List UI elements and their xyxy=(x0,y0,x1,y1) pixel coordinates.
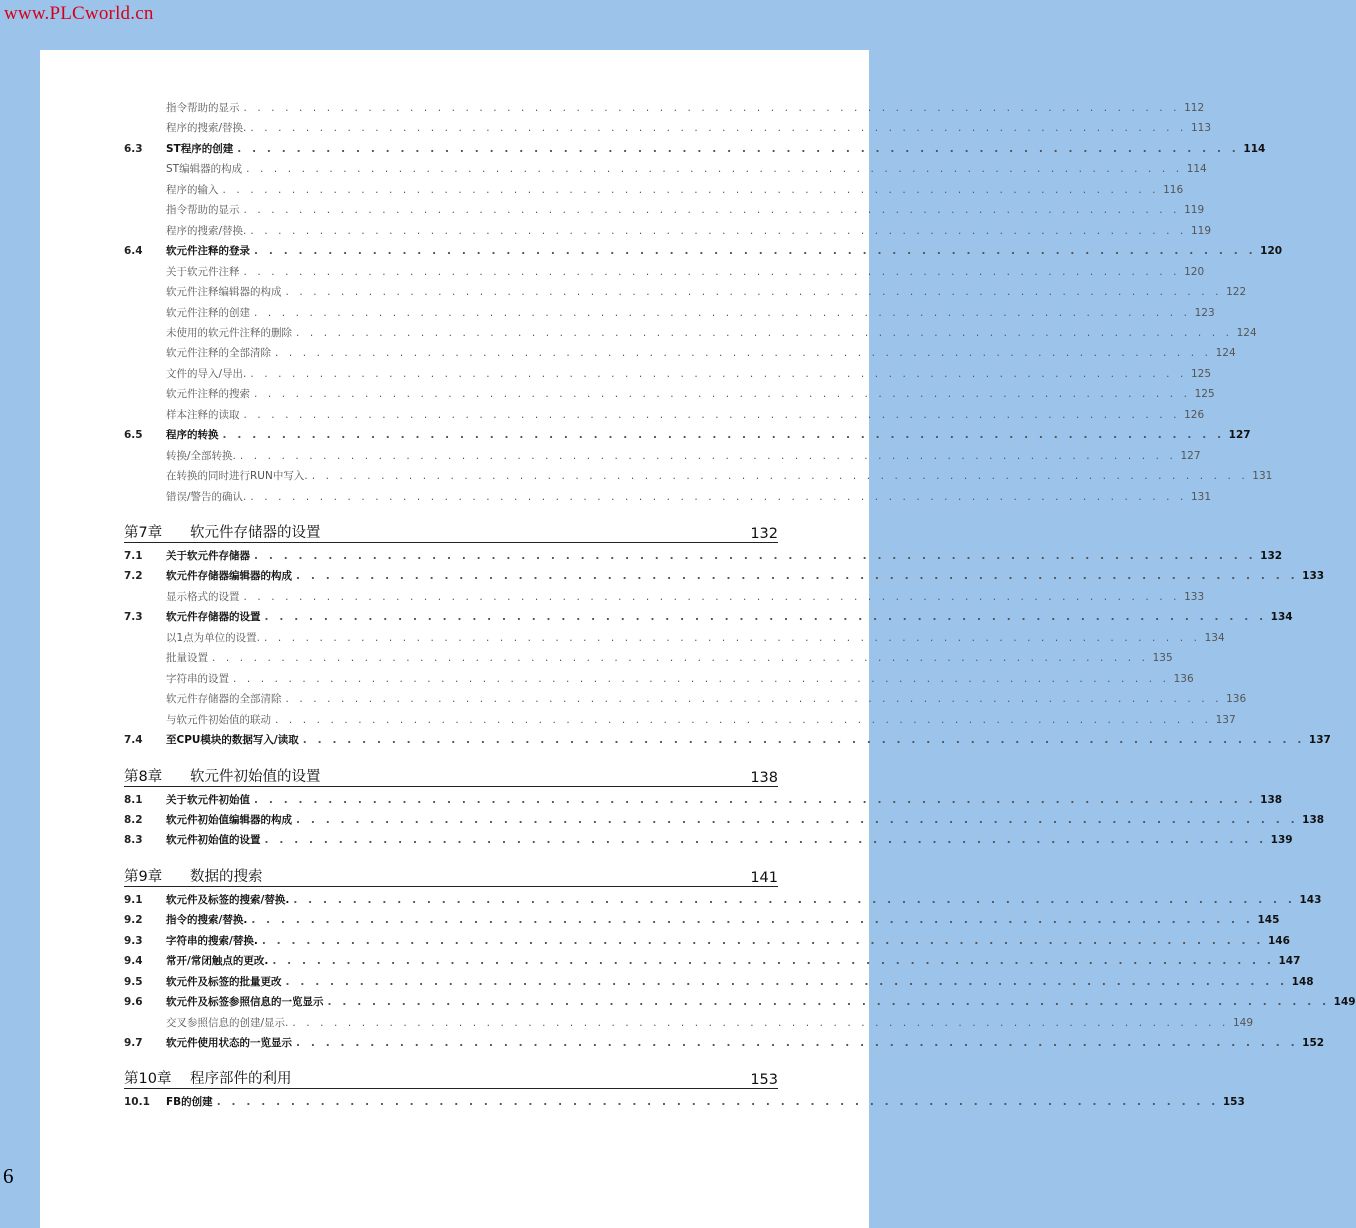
entry-page: 124 xyxy=(1215,347,1236,360)
entry-page: 137 xyxy=(1215,713,1236,726)
leader-dots: . . . . . . . . . . . . . . . . . . . . . . . . . . . . . . . . . . . . . . . . . . . . . . . . . . . . . . . . . . . . . . . . . . . . xyxy=(285,975,1288,988)
entry-number: 9.6 xyxy=(124,996,143,1009)
toc-section-entry[interactable] xyxy=(124,1092,1245,1112)
entry-page: 131 xyxy=(1190,490,1212,503)
leader-dots: . . . . . . . . . . . . . . . . . . . . . . . . . . . . . . . . . . . . . . . . . . . . . . . . . . . . . . . . . . . . . . . . . . . . xyxy=(239,449,1177,462)
leader-dots: . . . . . . . . . . . . . . . . . . . . . . . . . . . . . . . . . . . . . . . . . . . . . . . . . . . . . . . . . . . . . . . . . . . . xyxy=(327,996,1330,1009)
entry-page: 137 xyxy=(1308,734,1331,747)
toc-section-entry[interactable] xyxy=(124,546,1283,566)
leader-dots: . . . . . . . . . . . . . . . . . . . . . . . . . . . . . . . . . . . . . . . . . . . . . . . . . . . . . . . . . . . . . . . . . . . . xyxy=(285,286,1223,299)
entry-label: 与软元件初始值的联动 xyxy=(166,713,271,726)
entry-label: 在转换的同时进行RUN中写入. xyxy=(166,470,308,483)
entry-page: 147 xyxy=(1278,955,1301,968)
entry-page: 131 xyxy=(1252,470,1273,483)
toc-section-entry[interactable] xyxy=(124,931,1290,951)
entry-page: 135 xyxy=(1152,652,1173,665)
leader-dots: . . . . . . . . . . . . . . . . . . . . . . . . . . . . . . . . . . . . . . . . . . . . . . . . . . . . . . . . . . . . . . . . . . . . xyxy=(212,652,1149,665)
entry-page: 138 xyxy=(1260,793,1283,806)
entry-label: 至CPU模块的数据写入/读取 xyxy=(166,734,299,747)
entry-page: 127 xyxy=(1180,449,1201,462)
leader-dots: . . . . . . . . . . . . . . . . . . . . . . . . . . . . . . . . . . . . . . . . . . . . . . . . . . . . . . . . . . . . . . . . . . . . xyxy=(311,470,1249,483)
leader-dots: . . . . . . . . . . . . . . . . . . . . . . . . . . . . . . . . . . . . . . . . . . . . . . . . . . . . . . . . . . . . . . . . . . . . xyxy=(296,813,1299,826)
entry-page: 123 xyxy=(1194,306,1215,319)
leader-dots: . . . . . . . . . . . . . . . . . . . . . . . . . . . . . . . . . . . . . . . . . . . . . . . . . . . . . . . . . . . . . . . . . . . . xyxy=(293,893,1296,906)
entry-page: 136 xyxy=(1173,672,1194,685)
entry-label: 软元件注释的全部清除 xyxy=(166,347,271,360)
toc-section-entry[interactable] xyxy=(124,972,1314,992)
toc-section-entry[interactable] xyxy=(124,992,1356,1012)
toc-section-entry[interactable] xyxy=(124,830,1293,850)
entry-page: 119 xyxy=(1190,224,1212,237)
toc-section-entry[interactable] xyxy=(124,730,1331,750)
toc-subsection-entry[interactable] xyxy=(124,628,1225,648)
leader-dots: . . . . . . . . . . . . . . . . . . . . . . . . . . . . . . . . . . . . . . . . . . . . . . . . . . . . . . . . . . . . . . . . . . . . xyxy=(243,265,1181,278)
entry-number: 7.4 xyxy=(124,734,143,747)
entry-label: 常开/常闭触点的更改. xyxy=(166,955,269,968)
toc-section-entry[interactable] xyxy=(124,1033,1325,1053)
entry-label: 软元件初始值的设置 xyxy=(166,834,261,847)
entry-label: 未使用的软元件注释的删除 xyxy=(166,326,292,339)
toc-section-entry[interactable] xyxy=(124,790,1283,810)
entry-number: 9.3 xyxy=(124,934,143,947)
entry-page: 132 xyxy=(1260,550,1283,562)
entry-page: 116 xyxy=(1163,183,1184,196)
toc-section-entry[interactable] xyxy=(124,951,1301,971)
entry-label: 软元件存储器编辑器的构成 xyxy=(166,570,292,583)
toc-subsection-entry[interactable] xyxy=(124,282,1247,302)
entry-label: 程序的搜索/替换. xyxy=(166,122,247,135)
toc-subsection-entry[interactable] xyxy=(124,446,1201,466)
entry-number: 7.2 xyxy=(124,570,143,583)
toc-subsection-entry[interactable] xyxy=(124,98,1205,118)
entry-page: 113 xyxy=(1190,122,1212,135)
entry-page: 146 xyxy=(1267,934,1290,947)
leader-dots: . . . . . . . . . . . . . . . . . . . . . . . . . . . . . . . . . . . . . . . . . . . . . . . . . . . . . . . . . . . . . . . . . . . . xyxy=(250,224,1187,237)
leader-dots: . . . . . . . . . . . . . . . . . . . . . . . . . . . . . . . . . . . . . . . . . . . . . . . . . . . . . . . . . . . . . . . . . . . . xyxy=(302,734,1305,747)
leader-dots: . . . . . . . . . . . . . . . . . . . . . . . . . . . . . . . . . . . . . . . . . . . . . . . . . . . . . . . . . . . . . . . . . . . . xyxy=(296,570,1299,583)
entry-number: 9.4 xyxy=(124,955,143,968)
entry-label: ST编辑器的构成 xyxy=(166,163,243,176)
entry-page: 152 xyxy=(1302,1037,1325,1049)
entry-page: 145 xyxy=(1257,914,1280,927)
toc-section-entry[interactable] xyxy=(124,241,1283,261)
toc-section-entry[interactable] xyxy=(124,566,1325,586)
entry-label: 关于软元件注释 xyxy=(166,265,240,278)
entry-label: 程序的转换 xyxy=(166,429,219,442)
entry-page: 143 xyxy=(1299,893,1322,906)
toc-subsection-entry[interactable] xyxy=(124,262,1205,282)
entry-number: 8.3 xyxy=(124,834,143,847)
entry-page: 120 xyxy=(1184,265,1205,278)
toc-subsection-entry[interactable] xyxy=(124,221,1212,241)
leader-dots: . . . . . . . . . . . . . . . . . . . . . . . . . . . . . . . . . . . . . . . . . . . . . . . . . . . . . . . . . . . . . . . . . . . . xyxy=(254,306,1191,319)
entry-label: 软元件使用状态的一览显示 xyxy=(166,1037,292,1049)
entry-label: 文件的导入/导出. xyxy=(166,367,247,380)
chapter-number: 第9章 xyxy=(124,868,163,885)
chapter-page: 138 xyxy=(750,769,778,786)
chapter-page: 141 xyxy=(750,869,778,886)
entry-number: 7.3 xyxy=(124,611,143,624)
entry-page: 139 xyxy=(1270,834,1293,847)
entry-number: 8.1 xyxy=(124,793,143,806)
toc-section-entry[interactable] xyxy=(124,425,1251,445)
entry-page: 153 xyxy=(1222,1096,1245,1109)
leader-dots: . . . . . . . . . . . . . . . . . . . . . . . . . . . . . . . . . . . . . . . . . . . . . . . . . . . . . . . . . . . . . . . . . . . . xyxy=(233,672,1170,685)
entry-label: 软元件注释的创建 xyxy=(166,306,250,319)
leader-dots: . . . . . . . . . . . . . . . . . . . . . . . . . . . . . . . . . . . . . . . . . . . . . . . . . . . . . . . . . . . . . . . . . . . . xyxy=(292,1016,1229,1029)
entry-label: ST程序的创建 xyxy=(166,142,234,155)
entry-page: 133 xyxy=(1302,570,1325,583)
entry-label: 软元件注释编辑器的构成 xyxy=(166,286,282,299)
toc-subsection-entry[interactable] xyxy=(124,180,1184,200)
entry-number: 9.5 xyxy=(124,975,143,988)
leader-dots: . . . . . . . . . . . . . . . . . . . . . . . . . . . . . . . . . . . . . . . . . . . . . . . . . . . . . . . . . . . . . . . . . . . . xyxy=(264,631,1201,644)
chapter-title: 软元件初始值的设置 xyxy=(190,768,321,785)
chapter-number: 第10章 xyxy=(124,1071,172,1088)
toc-subsection-entry[interactable] xyxy=(124,118,1212,138)
leader-dots: . . . . . . . . . . . . . . . . . . . . . . . . . . . . . . . . . . . . . . . . . . . . . . . . . . . . . . . . . . . . . . . . . . . . xyxy=(243,102,1181,114)
leader-dots: . . . . . . . . . . . . . . . . . . . . . . . . . . . . . . . . . . . . . . . . . . . . . . . . . . . . . . . . . . . . . . . . . . . . xyxy=(296,1037,1299,1049)
entry-page: 122 xyxy=(1226,286,1247,299)
toc-section-entry[interactable] xyxy=(124,810,1325,830)
toc-section-entry[interactable] xyxy=(124,910,1280,930)
entry-page: 134 xyxy=(1270,611,1293,624)
entry-page: 148 xyxy=(1291,975,1314,988)
entry-label: 批量设置 xyxy=(166,652,208,665)
entry-label: 错误/警告的确认. xyxy=(166,490,247,503)
entry-number: 6.3 xyxy=(124,142,143,155)
entry-label: 字符串的设置 xyxy=(166,672,229,685)
entry-label: 以1点为单位的设置. xyxy=(166,631,261,644)
toc-subsection-entry[interactable] xyxy=(124,487,1212,507)
entry-page: 124 xyxy=(1236,326,1257,339)
entry-label: 指令帮助的显示 xyxy=(166,102,240,114)
entry-number: 9.1 xyxy=(124,893,143,906)
toc-subsection-entry[interactable] xyxy=(124,200,1205,220)
entry-number: 6.5 xyxy=(124,429,143,442)
toc-section-entry[interactable] xyxy=(124,139,1266,159)
entry-number: 8.2 xyxy=(124,813,143,826)
toc-subsection-entry[interactable] xyxy=(124,1013,1254,1033)
chapter-title: 数据的搜索 xyxy=(190,868,263,885)
entry-page: 120 xyxy=(1260,245,1283,258)
entry-page: 126 xyxy=(1184,408,1205,421)
watermark-text: www.PLCworld.cn xyxy=(4,3,154,24)
chapter-number: 第7章 xyxy=(124,525,163,541)
leader-dots: . . . . . . . . . . . . . . . . . . . . . . . . . . . . . . . . . . . . . . . . . . . . . . . . . . . . . . . . . . . . . . . . . . . . xyxy=(272,955,1275,968)
leader-dots: . . . . . . . . . . . . . . . . . . . . . . . . . . . . . . . . . . . . . . . . . . . . . . . . . . . . . . . . . . . . . . . . . . . . xyxy=(254,245,1257,258)
toc-subsection-entry[interactable] xyxy=(124,384,1215,404)
leader-dots: . . . . . . . . . . . . . . . . . . . . . . . . . . . . . . . . . . . . . . . . . . . . . . . . . . . . . . . . . . . . . . . . . . . . xyxy=(250,490,1187,503)
page-number: 6 xyxy=(3,1164,14,1188)
entry-number: 9.2 xyxy=(124,914,143,927)
entry-page: 125 xyxy=(1190,367,1212,380)
leader-dots: . . . . . . . . . . . . . . . . . . . . . . . . . . . . . . . . . . . . . . . . . . . . . . . . . . . . . . . . . . . . . . . . . . . . xyxy=(250,367,1187,380)
leader-dots: . . . . . . . . . . . . . . . . . . . . . . . . . . . . . . . . . . . . . . . . . . . . . . . . . . . . . . . . . . . . . . . . . . . . xyxy=(243,204,1181,217)
leader-dots: . . . . . . . . . . . . . . . . . . . . . . . . . . . . . . . . . . . . . . . . . . . . . . . . . . . . . . . . . . . . . . . . . . . . xyxy=(254,388,1191,401)
entry-page: 119 xyxy=(1184,204,1205,217)
entry-label: 软元件及标签的搜索/替换. xyxy=(166,893,290,906)
leader-dots: . . . . . . . . . . . . . . . . . . . . . . . . . . . . . . . . . . . . . . . . . . . . . . . . . . . . . . . . . . . . . . . . . . . . xyxy=(285,693,1223,706)
toc-subsection-entry[interactable] xyxy=(124,405,1205,425)
entry-label: 软元件初始值编辑器的构成 xyxy=(166,813,292,826)
entry-label: 软元件注释的登录 xyxy=(166,245,250,258)
toc-subsection-entry[interactable] xyxy=(124,364,1212,384)
leader-dots: . . . . . . . . . . . . . . . . . . . . . . . . . . . . . . . . . . . . . . . . . . . . . . . . . . . . . . . . . . . . . . . . . . . . xyxy=(251,914,1254,927)
chapter-page: 132 xyxy=(750,526,778,542)
leader-dots: . . . . . . . . . . . . . . . . . . . . . . . . . . . . . . . . . . . . . . . . . . . . . . . . . . . . . . . . . . . . . . . . . . . . xyxy=(246,163,1183,176)
entry-page: 133 xyxy=(1184,590,1205,603)
toc-chapter-heading[interactable] xyxy=(124,1066,778,1089)
toc-chapter-heading[interactable] xyxy=(124,520,778,543)
toc-chapter-heading[interactable] xyxy=(124,764,778,787)
entry-number: 6.4 xyxy=(124,245,143,258)
toc-subsection-entry[interactable] xyxy=(124,669,1194,689)
entry-label: 程序的搜索/替换. xyxy=(166,224,247,237)
entry-number: 7.1 xyxy=(124,550,143,562)
leader-dots: . . . . . . . . . . . . . . . . . . . . . . . . . . . . . . . . . . . . . . . . . . . . . . . . . . . . . . . . . . . . . . . . . . . . xyxy=(264,834,1267,847)
leader-dots: . . . . . . . . . . . . . . . . . . . . . . . . . . . . . . . . . . . . . . . . . . . . . . . . . . . . . . . . . . . . . . . . . . . . xyxy=(243,408,1181,421)
entry-label: 关于软元件存储器 xyxy=(166,550,250,562)
entry-page: 127 xyxy=(1228,429,1251,442)
entry-label: 软元件存储器的全部清除 xyxy=(166,693,282,706)
leader-dots: . . . . . . . . . . . . . . . . . . . . . . . . . . . . . . . . . . . . . . . . . . . . . . . . . . . . . . . . . . . . . . . . . . . . xyxy=(216,1096,1219,1109)
entry-page: 138 xyxy=(1302,813,1325,826)
leader-dots: . . . . . . . . . . . . . . . . . . . . . . . . . . . . . . . . . . . . . . . . . . . . . . . . . . . . . . . . . . . . . . . . . . . . xyxy=(264,611,1267,624)
entry-label: 软元件存储器的设置 xyxy=(166,611,261,624)
entry-label: 显示格式的设置 xyxy=(166,590,240,603)
leader-dots: . . . . . . . . . . . . . . . . . . . . . . . . . . . . . . . . . . . . . . . . . . . . . . . . . . . . . . . . . . . . . . . . . . . . xyxy=(237,142,1240,155)
toc-subsection-entry[interactable] xyxy=(124,159,1207,179)
toc-subsection-entry[interactable] xyxy=(124,303,1215,323)
entry-label: 程序的输入 xyxy=(166,183,219,196)
entry-label: 指令帮助的显示 xyxy=(166,204,240,217)
leader-dots: . . . . . . . . . . . . . . . . . . . . . . . . . . . . . . . . . . . . . . . . . . . . . . . . . . . . . . . . . . . . . . . . . . . . xyxy=(250,122,1187,135)
leader-dots: . . . . . . . . . . . . . . . . . . . . . . . . . . . . . . . . . . . . . . . . . . . . . . . . . . . . . . . . . . . . . . . . . . . . xyxy=(275,713,1212,726)
entry-page: 114 xyxy=(1243,142,1266,155)
entry-label: 交叉参照信息的创建/显示. xyxy=(166,1016,289,1029)
toc-section-entry[interactable] xyxy=(124,890,1322,910)
leader-dots: . . . . . . . . . . . . . . . . . . . . . . . . . . . . . . . . . . . . . . . . . . . . . . . . . . . . . . . . . . . . . . . . . . . . xyxy=(222,429,1225,442)
toc-section-entry[interactable] xyxy=(124,607,1293,627)
entry-number: 9.7 xyxy=(124,1037,143,1049)
chapter-title: 软元件存储器的设置 xyxy=(190,525,321,541)
toc-subsection-entry[interactable] xyxy=(124,710,1236,730)
chapter-title: 程序部件的利用 xyxy=(190,1071,292,1088)
entry-page: 134 xyxy=(1204,631,1225,644)
entry-label: 软元件注释的搜索 xyxy=(166,388,250,401)
toc-subsection-entry[interactable] xyxy=(124,648,1173,668)
chapter-number: 第8章 xyxy=(124,768,163,785)
entry-label: 软元件及标签参照信息的一览显示 xyxy=(166,996,324,1009)
entry-label: FB的创建 xyxy=(166,1096,213,1109)
entry-page: 114 xyxy=(1186,163,1207,176)
entry-page: 112 xyxy=(1184,102,1205,114)
toc-chapter-heading[interactable] xyxy=(124,864,778,887)
leader-dots: . . . . . . . . . . . . . . . . . . . . . . . . . . . . . . . . . . . . . . . . . . . . . . . . . . . . . . . . . . . . . . . . . . . . xyxy=(296,326,1233,339)
entry-page: 149 xyxy=(1232,1016,1254,1029)
leader-dots: . . . . . . . . . . . . . . . . . . . . . . . . . . . . . . . . . . . . . . . . . . . . . . . . . . . . . . . . . . . . . . . . . . . . xyxy=(261,934,1264,947)
chapter-page: 153 xyxy=(750,1072,778,1089)
toc-subsection-entry[interactable] xyxy=(124,689,1247,709)
entry-number: 10.1 xyxy=(124,1096,150,1109)
toc-subsection-entry[interactable] xyxy=(124,587,1205,607)
entry-label: 关于软元件初始值 xyxy=(166,793,250,806)
leader-dots: . . . . . . . . . . . . . . . . . . . . . . . . . . . . . . . . . . . . . . . . . . . . . . . . . . . . . . . . . . . . . . . . . . . . xyxy=(254,793,1257,806)
leader-dots: . . . . . . . . . . . . . . . . . . . . . . . . . . . . . . . . . . . . . . . . . . . . . . . . . . . . . . . . . . . . . . . . . . . . xyxy=(243,590,1181,603)
toc-subsection-entry[interactable] xyxy=(124,343,1236,363)
toc-subsection-entry[interactable] xyxy=(124,466,1273,486)
entry-label: 指令的搜索/替换. xyxy=(166,914,248,927)
entry-label: 字符串的搜索/替换. xyxy=(166,934,258,947)
entry-label: 软元件及标签的批量更改 xyxy=(166,975,282,988)
entry-page: 125 xyxy=(1194,388,1215,401)
entry-page: 136 xyxy=(1226,693,1247,706)
leader-dots: . . . . . . . . . . . . . . . . . . . . . . . . . . . . . . . . . . . . . . . . . . . . . . . . . . . . . . . . . . . . . . . . . . . . xyxy=(275,347,1212,360)
entry-label: 样本注释的读取 xyxy=(166,408,240,421)
leader-dots: . . . . . . . . . . . . . . . . . . . . . . . . . . . . . . . . . . . . . . . . . . . . . . . . . . . . . . . . . . . . . . . . . . . . xyxy=(222,183,1160,196)
toc-subsection-entry[interactable] xyxy=(124,323,1257,343)
entry-page: 149 xyxy=(1333,996,1356,1009)
entry-label: 转换/全部转换. xyxy=(166,449,236,462)
leader-dots: . . . . . . . . . . . . . . . . . . . . . . . . . . . . . . . . . . . . . . . . . . . . . . . . . . . . . . . . . . . . . . . . . . . . xyxy=(254,550,1257,562)
